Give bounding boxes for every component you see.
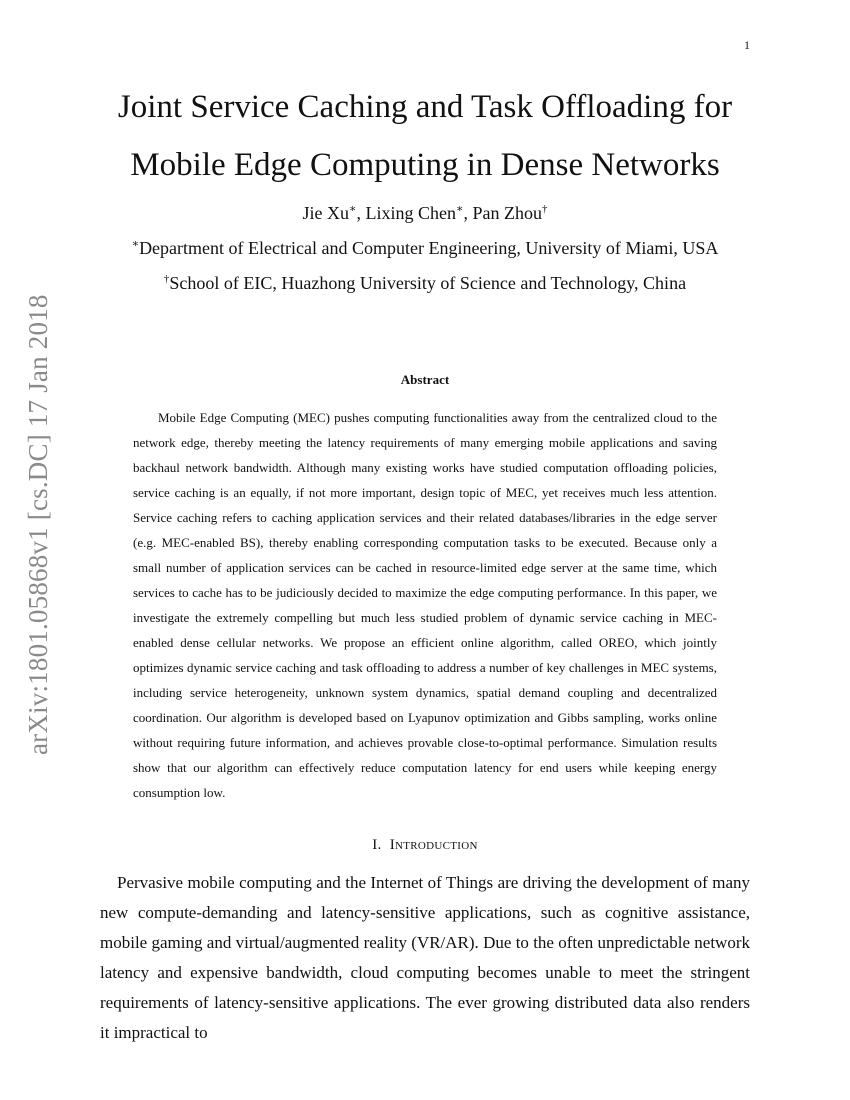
section-title: Introduction [389, 837, 478, 853]
affiliation-mark: ∗ [456, 203, 464, 215]
author-name: Pan Zhou [472, 203, 542, 223]
affiliation-mark: † [163, 273, 170, 285]
author-separator: , [356, 203, 366, 223]
abstract-body: Mobile Edge Computing (MEC) pushes computing functionalities away from the centralized cloud to the network edge, thereby meeting the latency requirements of many emerging mobile applications and saving backhaul network bandwidth. Although many existing works have studied computation offloading policies, service caching is an equally, if not more important, design topic of MEC, yet receives much less attention. Service caching refers to caching application services and their related databases/libraries in the edge server (e.g. MEC-enabled BS), thereby enabling corresponding computation tasks to be executed. Because only a small number of application services can be cached in resource-limited edge server at the same time, which services to cache has to be judiciously decided to maximize the edge computing performance. In this paper, we investigate the extremely compelling but much less studied problem of dynamic service caching in MEC-enabled dense cellular networks. We propose an efficient online algorithm, called OREO, which jointly optimizes dynamic service caching and task offloading to address a number of key challenges in MEC systems, including service heterogeneity, unknown system dynamics, spatial demand coupling and decentralized coordination. Our algorithm is developed based on Lyapunov optimization and Gibbs sampling, works online without requiring future information, and achieves provable close-to-optimal performance. Simulation results show that our algorithm can effectively reduce computation latency for end users while keeping energy consumption low. [133, 410, 717, 800]
author-list [100, 200, 750, 226]
introduction-body: Pervasive mobile computing and the Internet of Things are driving the development of many new compute-demanding and latency-sensitive applications, such as cognitive assistance, mobile gaming and virtual/augmented reality (VR/AR). Due to the often unpredictable network latency and expensive bandwidth, cloud computing becomes unable to meet the stringent requirements of latency-sensitive applications. The ever growing distributed data also renders it impractical to [100, 873, 750, 1042]
author-separator: , [463, 203, 473, 223]
affiliation-line [100, 235, 750, 261]
affiliation-text: School of EIC, Huazhong University of Science and Technology, China [169, 273, 687, 293]
arxiv-stamp: arXiv:1801.05868v1 [cs.DC] 17 Jan 2018 [23, 294, 53, 755]
affiliation-text: Department of Electrical and Computer Engineering, University of Miami, USA [139, 238, 719, 258]
section-number: I. [372, 837, 382, 853]
affiliation-mark: ∗ [131, 238, 140, 250]
paper-title: Joint Service Caching and Task Offloading for Mobile Edge Computing in Dense Networks [117, 89, 733, 183]
abstract-heading: Abstract [400, 372, 450, 387]
section-heading [100, 837, 750, 854]
affiliation-line [100, 270, 750, 296]
page-number: 1 [744, 38, 750, 52]
affiliation-mark: ∗ [349, 203, 357, 215]
author-name: Lixing Chen [365, 203, 456, 223]
author-name: Jie Xu [302, 203, 350, 223]
affiliation-mark: † [541, 203, 548, 215]
